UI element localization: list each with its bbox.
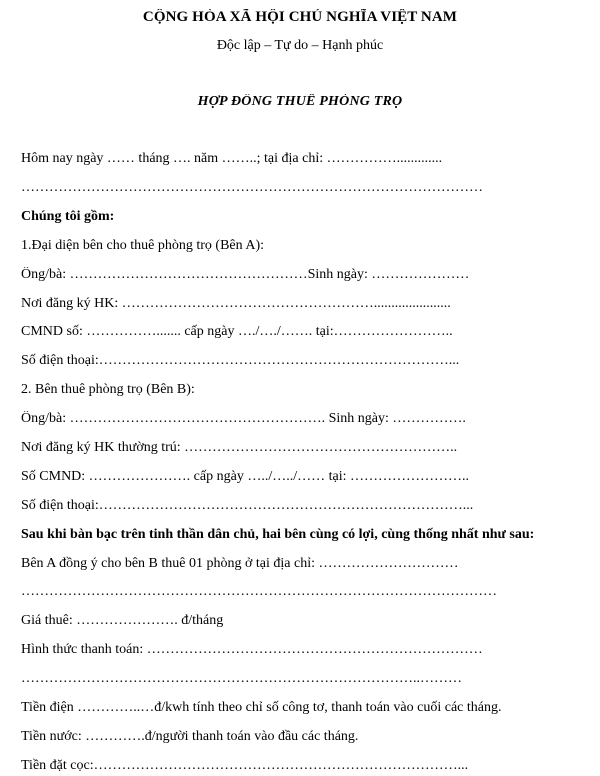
- rent-price: Giá thuê: …………………. đ/tháng: [21, 613, 224, 628]
- document-title: HỢP ĐỒNG THUÊ PHÒNG TRỌ: [197, 94, 403, 109]
- party-b-registration: Nơi đăng ký HK thường trú: …………………………………………………..: [21, 440, 458, 455]
- agreement-heading: Sau khi bàn bạc trên tinh thần dân chủ, hai bên cùng có lợi, cùng thống nhất như sau:: [21, 527, 535, 542]
- dotted-line: …………………………………………………………………………………………: [21, 584, 497, 599]
- rental-address: Bên A đồng ý cho bên B thuê 01 phòng ở tại địa chỉ: …………………………: [21, 556, 459, 571]
- party-b-phone: Số điện thoại:……………………………………………………………………...: [21, 498, 474, 513]
- dotted-line: ………………………………………………………………………………………: [21, 180, 483, 195]
- payment-method: Hình thức thanh toán: ………………………………………………………………: [21, 642, 483, 657]
- party-a-registration: Nơi đăng ký HK: ………………………………………………......................: [21, 296, 451, 311]
- party-b-heading: 2. Bên thuê phòng trọ (Bên B):: [21, 382, 195, 397]
- motto: Độc lập – Tự do – Hạnh phúc: [216, 38, 384, 53]
- electricity-fee: Tiền điện …………..…đ/kwh tính theo chỉ số công tơ, thanh toán vào cuối các tháng.: [21, 700, 502, 715]
- deposit: Tiền đặt cọc:……………………………………………………………………...: [21, 758, 469, 773]
- dotted-line: …………………………………………………………………………..………: [21, 671, 462, 686]
- section-heading: Chúng tôi gồm:: [21, 209, 115, 224]
- party-a-id: CMND số: ……………....... cấp ngày …./…./……. tại:……………………..: [21, 324, 453, 339]
- water-fee: Tiền nước: ………….đ/người thanh toán vào đầu các tháng.: [21, 729, 359, 744]
- date-location-line: Hôm nay ngày …… tháng …. năm ……..; tại địa chỉ: …………….............: [21, 151, 443, 166]
- party-b-name: Ông/bà: ………………………………………………. Sinh ngày: …………….: [21, 411, 466, 426]
- party-a-name: Ông/bà: ……………………………………………Sinh ngày: …………………: [21, 267, 470, 282]
- party-b-id: Số CMND: …………………. cấp ngày …../…../…… tại: ……………………..: [21, 469, 469, 484]
- nation-heading: CỘNG HÒA XÃ HỘI CHỦ NGHĨA VIỆT NAM: [142, 9, 458, 25]
- party-a-phone: Số điện thoại:…………………………………………………………………...: [21, 353, 460, 368]
- party-a-heading: 1.Đại diện bên cho thuê phòng trọ (Bên A):: [21, 238, 265, 253]
